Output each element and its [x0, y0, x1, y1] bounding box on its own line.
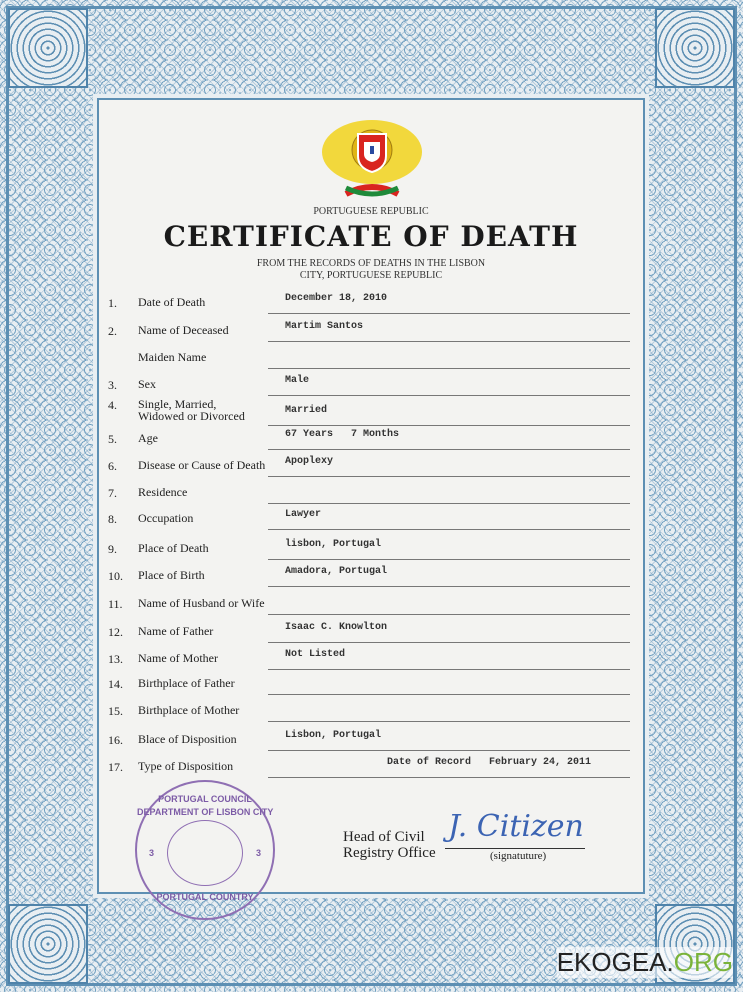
field-underline — [268, 313, 630, 314]
field-row — [108, 677, 630, 693]
field-value: Isaac C. Knowlton — [285, 622, 388, 633]
field-value: lisbon, Portugal — [285, 539, 382, 550]
field-row — [108, 649, 630, 668]
field-value: Lisbon, Portugal — [285, 730, 382, 741]
field-underline — [268, 721, 630, 722]
field-label: Type of Disposition — [138, 759, 234, 773]
field-underline — [268, 425, 630, 426]
field-underline — [268, 559, 630, 560]
field-value: Lawyer — [285, 509, 322, 520]
field-label: Place of Death — [138, 541, 209, 555]
field-row — [108, 456, 630, 475]
field-label: Birthplace of Mother — [138, 703, 240, 717]
watermark-text: ORG — [673, 947, 733, 977]
field-row — [108, 622, 630, 641]
field-underline — [268, 694, 630, 695]
page-title: CERTIFICATE OF DEATH — [163, 220, 579, 253]
field-underline — [268, 395, 630, 396]
subtitle — [97, 258, 645, 282]
field-label: Blace of Disposition — [138, 732, 237, 746]
field-number: 10. — [108, 569, 123, 583]
field-underline — [268, 529, 630, 530]
field-number: 4. — [108, 398, 117, 412]
field-number: 7. — [108, 486, 117, 500]
field-underline — [268, 503, 630, 504]
field-label: Age — [138, 431, 158, 445]
stamp-text: 3 — [255, 848, 261, 858]
stamp-text: DEPARTMENT OF LISBON CITY — [137, 807, 274, 817]
field-row — [108, 429, 630, 448]
corner-ornament — [655, 8, 735, 88]
field-underline — [268, 368, 630, 369]
field-number: 5. — [108, 432, 117, 446]
corner-ornament — [8, 8, 88, 88]
field-underline — [268, 586, 630, 587]
field-label: Name of Father — [138, 624, 214, 638]
field-label: Single, Married, Widowed or Divorced — [138, 397, 245, 423]
field-row — [108, 704, 630, 720]
field-row — [108, 757, 630, 776]
field-value: Amadora, Portugal — [285, 566, 388, 577]
field-number: 13. — [108, 652, 123, 666]
stamp-text: PORTUGAL COUNCIL — [158, 794, 252, 804]
field-underline — [268, 476, 630, 477]
field-number: 12. — [108, 625, 123, 639]
field-number: 14. — [108, 677, 123, 691]
field-row — [108, 486, 630, 502]
watermark-text: EKOGEA. — [556, 947, 674, 977]
field-label: Name of Mother — [138, 651, 218, 665]
field-value: Date of Record February 24, 2011 — [285, 757, 592, 768]
field-row — [108, 509, 630, 528]
field-label: Birthplace of Father — [138, 676, 235, 690]
field-number: 11. — [108, 597, 123, 611]
field-row — [108, 597, 630, 613]
office-line: Head of Civil — [343, 829, 425, 845]
field-label: Name of Husband or Wife — [138, 596, 265, 610]
field-number: 9. — [108, 542, 117, 556]
field-label: Maiden Name — [138, 350, 207, 364]
field-value: Martim Santos — [285, 321, 364, 332]
signature-caption: (signatuture) — [490, 850, 547, 862]
field-number: 1. — [108, 296, 117, 310]
field-value: Not Listed — [285, 649, 346, 660]
field-label: Occupation — [138, 511, 194, 525]
field-row — [108, 398, 630, 424]
field-underline — [268, 449, 630, 450]
field-row — [108, 539, 630, 558]
subtitle-line: FROM THE RECORDS OF DEATHS IN THE LISBON — [256, 258, 486, 269]
field-label: Residence — [138, 485, 188, 499]
republic-label: PORTUGUESE REPUBLIC — [313, 206, 429, 217]
field-number: 2. — [108, 324, 117, 338]
field-underline — [268, 642, 630, 643]
field-underline — [268, 750, 630, 751]
office-label — [343, 829, 436, 861]
field-row — [108, 375, 630, 394]
field-value: 67 Years 7 Months — [285, 429, 400, 440]
field-label: Sex — [138, 377, 156, 391]
field-label: Place of Birth — [138, 568, 205, 582]
field-underline — [268, 669, 630, 670]
field-value: Married — [285, 405, 328, 416]
field-number: 15. — [108, 704, 123, 718]
field-label: Name of Deceased — [138, 323, 229, 337]
field-value: Apoplexy — [285, 456, 334, 467]
signature-line — [445, 848, 585, 849]
signature: J. Citizen — [448, 809, 584, 844]
subtitle-line: CITY, PORTUGUESE REPUBLIC — [299, 270, 443, 281]
field-label: Date of Death — [138, 295, 206, 309]
field-number: 3. — [108, 378, 117, 392]
field-underline — [268, 777, 630, 778]
corner-ornament — [8, 904, 88, 984]
stamp-text: 3 — [149, 848, 155, 858]
field-value: Male — [285, 375, 310, 386]
field-label: Disease or Cause of Death — [138, 458, 266, 472]
field-number: 6. — [108, 459, 117, 473]
field-value: December 18, 2010 — [285, 293, 388, 304]
field-number: 17. — [108, 760, 123, 774]
field-row — [108, 566, 630, 585]
field-row — [108, 293, 630, 312]
coat-of-arms-icon — [318, 112, 426, 204]
field-underline — [268, 341, 630, 342]
stamp-text: PORTUGAL COUNTRY — [156, 892, 254, 902]
field-row — [108, 321, 630, 340]
field-underline — [268, 614, 630, 615]
field-row — [108, 730, 630, 749]
office-line: Registry Office — [343, 845, 436, 861]
field-number: 8. — [108, 512, 117, 526]
field-row — [108, 351, 630, 367]
watermark — [557, 947, 733, 978]
official-stamp — [135, 780, 275, 920]
field-number: 16. — [108, 733, 123, 747]
